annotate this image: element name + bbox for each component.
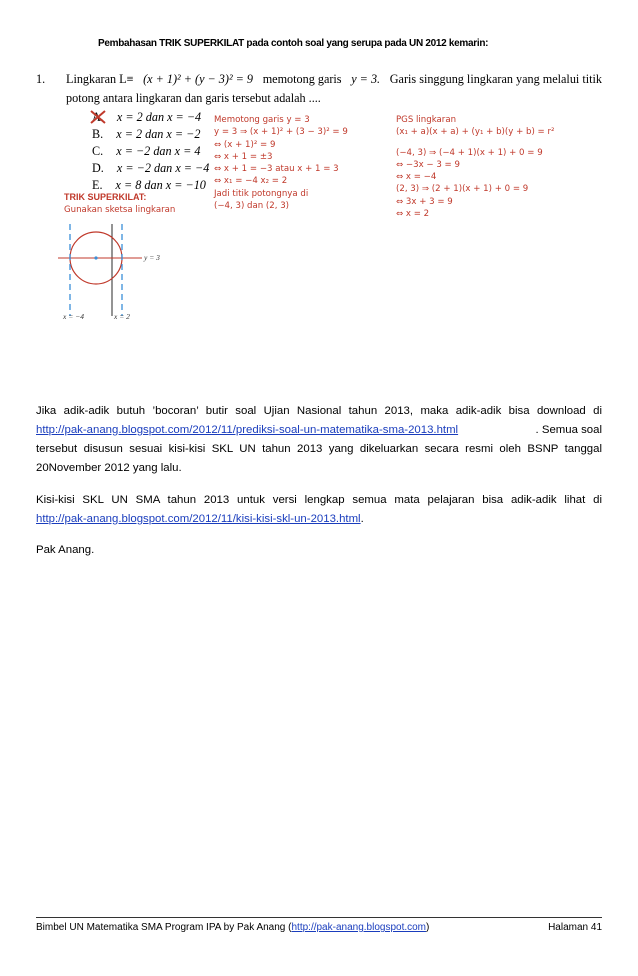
paragraph-line-link (36, 421, 602, 440)
problem-line-2: potong antara lingkaran dan garis tersebut adalah .... (66, 91, 321, 105)
label-x-right: x = 2 (114, 312, 130, 321)
option-a (92, 110, 201, 125)
work-line: Jadi titik potongnya di (214, 188, 309, 199)
work-line: ⇔ x = 2 (396, 209, 430, 220)
label-line-y: y = 3 (144, 253, 160, 262)
trik-subtitle: Gunakan sketsa lingkaran (64, 205, 176, 215)
option-text: x = −2 dan x = −4 (116, 161, 210, 175)
worked-solution-tangent (396, 114, 554, 220)
work-line: ⇔ x + 1 = ±3 (214, 151, 273, 162)
work-line: (x₁ + a)(x + a) + (y₁ + b)(y + b) = r² (396, 127, 555, 138)
trik-title: TRIK SUPERKILAT: (64, 192, 147, 202)
work-line: PGS lingkaran (396, 115, 457, 125)
option-d (92, 161, 209, 176)
footer-text-close: ) (426, 922, 430, 933)
problem-line-1 (66, 72, 602, 87)
option-text: x = 8 dan x = −10 (115, 178, 206, 192)
option-letter: B. (92, 127, 104, 141)
label-x-left: x = −4 (63, 312, 84, 321)
work-line: ⇔ −3x − 3 = 9 (396, 159, 460, 170)
option-text: x = 2 dan x = −4 (116, 110, 202, 124)
signature: Pak Anang. (36, 544, 95, 556)
problem-text-a: Lingkaran L≡ (66, 72, 134, 86)
option-letter: C. (92, 144, 104, 158)
work-line: ⇔ x₁ = −4 x₂ = 2 (214, 176, 288, 187)
paragraph-line: 20November 2012 yang lalu. (36, 462, 182, 474)
circle-sketch (56, 222, 176, 322)
work-line: (2, 3) ⇒ (2 + 1)(x + 1) + 0 = 9 (396, 184, 529, 195)
paragraph-line: tersebut disusun sesuai kisi-kisi SKL UN tahun 2013 yang dikeluarkan secara resmi oleh BSNP tanggal (36, 443, 602, 455)
problem-text-c: Garis singgung lingkaran yang melalui titik (389, 72, 602, 86)
option-b (92, 127, 200, 142)
footer-left (36, 922, 429, 933)
page-number: Halaman 41 (548, 922, 602, 933)
kisi-kisi-link[interactable]: http://pak-anang.blogspot.com/2012/11/kisi-kisi-skl-un-2013.html (36, 513, 361, 525)
paragraph-text: . (360, 513, 364, 525)
option-letter: E. (92, 178, 103, 192)
line-equation: y = 3. (351, 72, 381, 86)
option-letter: D. (92, 161, 104, 175)
work-line: ⇔ x + 1 = −3 atau x + 1 = 3 (214, 164, 339, 175)
work-line: y = 3 ⇒ (x + 1)² + (3 − 3)² = 9 (214, 127, 348, 138)
cross-mark-icon (88, 108, 108, 126)
option-e (92, 178, 206, 193)
problem-number: 1. (36, 72, 46, 86)
problem-text-b: memotong garis (262, 72, 342, 86)
option-c (92, 144, 200, 159)
option-text: x = 2 dan x = −2 (116, 127, 201, 141)
footer-text: Bimbel UN Matematika SMA Program IPA by Pak Anang ( (36, 922, 292, 933)
work-line: ⇔ (x + 1)² = 9 (214, 139, 276, 150)
work-line: (−4, 3) dan (2, 3) (214, 201, 290, 212)
work-line: (−4, 3) ⇒ (−4 + 1)(x + 1) + 0 = 9 (396, 147, 543, 158)
footer-divider (36, 917, 602, 918)
footer-blog-link[interactable]: http://pak-anang.blogspot.com (291, 922, 427, 933)
paragraph-text: . Semua soal (535, 424, 602, 436)
page-header-title: Pembahasan TRIK SUPERKILAT pada contoh soal yang serupa pada UN 2012 kemarin: (98, 38, 489, 49)
option-letter: A. (92, 110, 104, 124)
work-line: Memotong garis y = 3 (214, 115, 310, 125)
circle-equation: (x + 1)² + (y − 3)² = 9 (143, 72, 254, 86)
paragraph-line-link (36, 510, 364, 529)
worked-solution-intersection (214, 114, 348, 212)
option-text: x = −2 dan x = 4 (116, 144, 201, 158)
paragraph-line: Jika adik-adik butuh ’bocoran’ butir soal Ujian Nasional tahun 2013, maka adik-adik bisa download di (36, 405, 602, 417)
prediksi-soal-link[interactable]: http://pak-anang.blogspot.com/2012/11/prediksi-soal-un-matematika-sma-2013.html (36, 424, 459, 436)
paragraph-line: Kisi-kisi SKL UN SMA tahun 2013 untuk versi lengkap semua mata pelajaran bisa adik-adik lihat di (36, 494, 602, 506)
work-line: ⇔ x = −4 (396, 172, 437, 183)
work-line: ⇔ 3x + 3 = 9 (396, 196, 453, 207)
circle-center-dot (94, 256, 97, 259)
